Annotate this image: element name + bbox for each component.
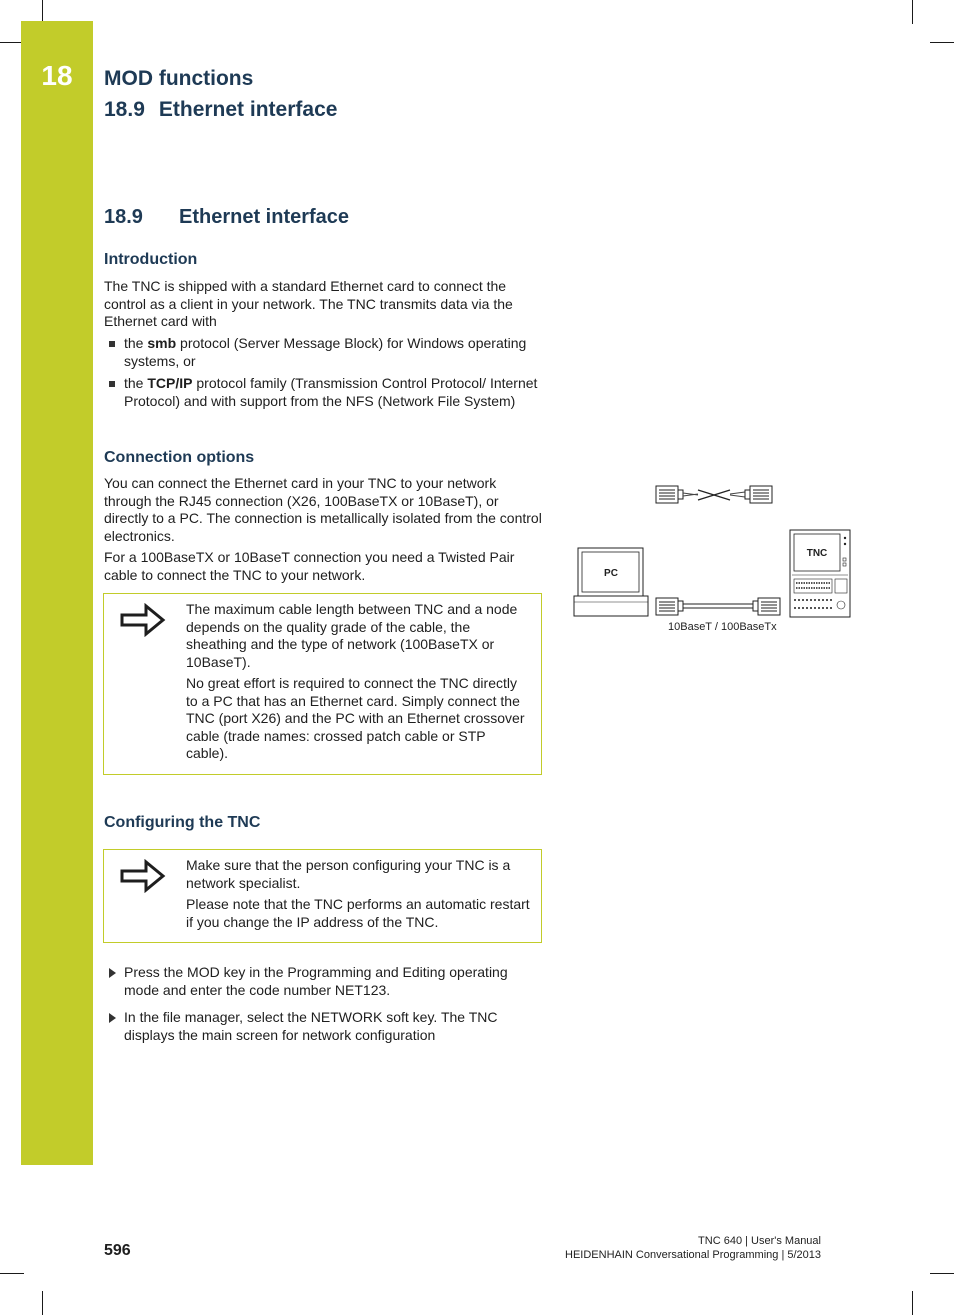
chapter-sidebar xyxy=(21,21,93,1165)
rj45-connector-icon xyxy=(745,486,772,503)
bullet-square-icon xyxy=(109,381,115,387)
note-text: No great effort is required to connect the TNC directly to a PC that has an Ethernet card. Simply connect the TNC (port X26) and the PC with an Ethernet crossover cable (trade names: crossed patch cable or STP cable). xyxy=(186,675,525,761)
list-item xyxy=(104,964,542,999)
running-section-title: Ethernet interface xyxy=(158,98,338,121)
list-item xyxy=(104,1009,542,1044)
chapter-title: MOD functions xyxy=(104,67,254,90)
twisted-pair-cable-icon xyxy=(683,604,753,608)
arrow-right-icon xyxy=(120,603,166,637)
crop-mark xyxy=(42,1291,43,1315)
note-text: The maximum cable length between TNC and a node depends on the quality grade of the cable, the sheathing and the type of network (100BaseTX or 10BaseT). xyxy=(186,601,518,670)
list-item xyxy=(104,335,542,370)
bullet-keyword: TCP/IP xyxy=(147,375,193,391)
introduction-text: The TNC is shipped with a standard Ethernet card to connect the control as a client in your network. The TNC transmits data via the Ethernet card with xyxy=(104,278,513,329)
crop-mark xyxy=(0,1273,24,1274)
arrow-right-icon xyxy=(120,859,166,893)
step-text: Press the MOD key in the Programming and Editing operating mode and enter the code number NET123. xyxy=(124,964,508,998)
footer-manual: TNC 640 | User's Manual xyxy=(698,1235,821,1247)
rj45-connector-icon xyxy=(656,598,683,615)
crop-mark xyxy=(930,1273,954,1274)
bullet-square-icon xyxy=(109,341,115,347)
bullet-prefix: the xyxy=(124,335,148,351)
crop-mark xyxy=(912,1291,913,1315)
page-number: 596 xyxy=(104,1242,131,1259)
step-triangle-icon xyxy=(109,968,116,978)
note-icon-column xyxy=(103,850,186,943)
bullet-keyword: smb xyxy=(147,335,177,351)
connection-paragraph: You can connect the Ethernet card in your TNC to your network through the RJ45 connection (X26, 100BaseTX or 10BaseT), or directly to a PC. The connection is metallically isolated from the control electronics. xyxy=(104,475,542,544)
section-title-text: Ethernet interface xyxy=(179,206,350,228)
note-box xyxy=(103,593,542,775)
chapter-number: 18 xyxy=(41,60,73,91)
configuring-heading: Configuring the TNC xyxy=(104,814,261,831)
running-section-header xyxy=(104,98,337,122)
section-number: 18.9 xyxy=(104,206,143,228)
introduction-heading: Introduction xyxy=(104,251,198,268)
step-text: In the file manager, select the NETWORK soft key. The TNC displays the main screen for network configuration xyxy=(124,1009,498,1043)
footer-publication: HEIDENHAIN Conversational Programming | 5/2013 xyxy=(565,1249,821,1261)
note-body xyxy=(186,601,531,767)
pc-computer-icon xyxy=(574,548,648,616)
note-box xyxy=(103,849,542,943)
network-connection-diagram xyxy=(570,478,860,618)
list-item xyxy=(104,375,542,410)
crossover-wires-icon xyxy=(683,490,745,500)
note-text: Make sure that the person configuring your TNC is a network specialist. xyxy=(186,857,511,891)
section-title xyxy=(104,206,349,229)
tnc-label: TNC xyxy=(806,548,828,559)
bullet-text: protocol family (Transmission Control Protocol/ Internet Protocol) and with support from the NFS (Network File System) xyxy=(124,375,538,409)
note-body xyxy=(186,857,531,935)
step-triangle-icon xyxy=(109,1013,116,1023)
connection-paragraph: For a 100BaseTX or 10BaseT connection you need a Twisted Pair cable to connect the TNC to your network. xyxy=(104,549,515,583)
rj45-connector-icon xyxy=(753,598,780,615)
rj45-connector-icon xyxy=(656,486,683,503)
bullet-prefix: the xyxy=(124,375,148,391)
diagram-caption: 10BaseT / 100BaseTx xyxy=(668,621,777,633)
connection-heading: Connection options xyxy=(104,449,255,466)
crop-mark xyxy=(912,0,913,24)
note-text: Please note that the TNC performs an automatic restart if you change the IP address of the TNC. xyxy=(186,896,530,930)
note-icon-column xyxy=(103,594,186,775)
crop-mark xyxy=(930,42,954,43)
tnc-control-icon xyxy=(790,530,850,617)
pc-label: PC xyxy=(604,568,618,579)
bullet-text: protocol (Server Message Block) for Windows operating systems, or xyxy=(124,335,527,369)
running-section-number: 18.9 xyxy=(104,98,145,121)
